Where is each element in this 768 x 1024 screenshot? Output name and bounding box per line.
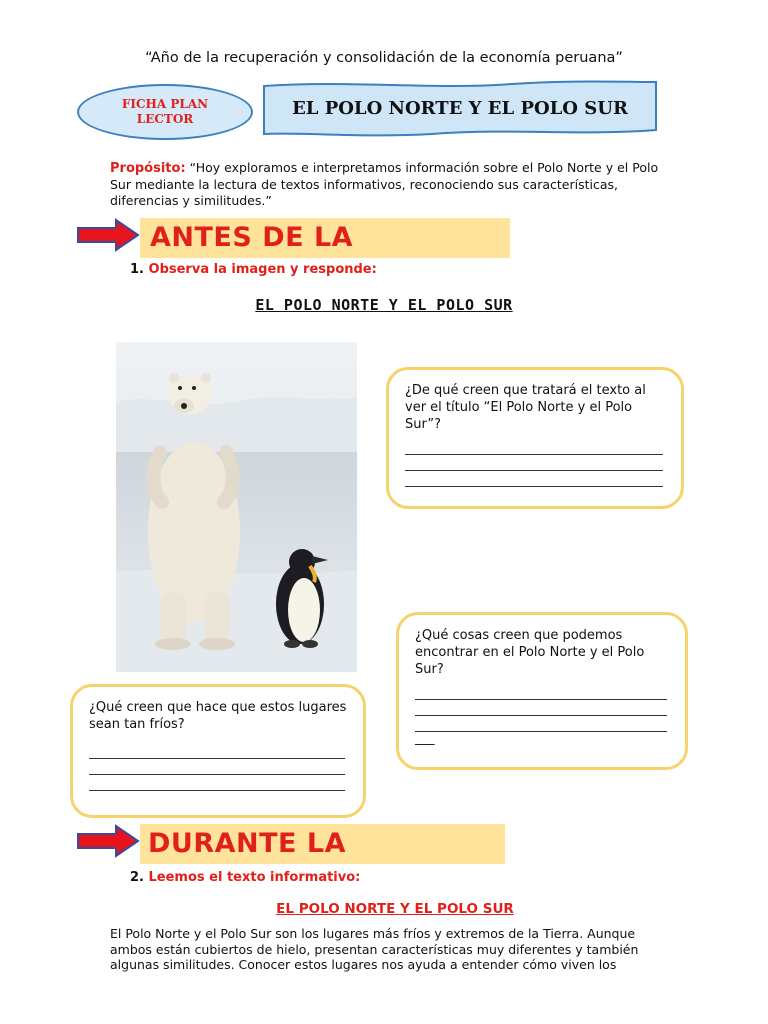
answer-line[interactable] (89, 759, 345, 775)
answer-line[interactable] (405, 471, 663, 487)
answer-line[interactable] (89, 775, 345, 791)
page-title: EL POLO NORTE Y EL POLO SUR (292, 97, 628, 119)
question-1-text: Observa la imagen y responde: (148, 262, 377, 277)
question-2-text: Leemos el texto informativo: (148, 870, 361, 885)
question-2-number: 2. (130, 870, 144, 885)
question-box-1 (386, 367, 684, 509)
section-title-during: DURANTE LA (148, 828, 346, 859)
question-2 (130, 870, 360, 885)
question-box-1-text: ¿De qué creen que tratará el texto al ver el título “El Polo Norte y el Polo Sur”? (405, 383, 646, 432)
answer-line-tail: ___ (415, 731, 435, 746)
section-title-before: ANTES DE LA (150, 222, 354, 253)
question-box-2-text: ¿Qué cosas creen que podemos encontrar en el Polo Norte y el Polo Sur? (415, 628, 645, 677)
image-title: EL POLO NORTE Y EL POLO SUR (255, 296, 513, 314)
question-box-2 (396, 612, 688, 770)
answer-line[interactable] (405, 439, 663, 455)
reading-paragraph: El Polo Norte y el Polo Sur son los lugares más fríos y extremos de la Tierra. Aunque ambos están cubiertos de hielo, presentan características muy diferentes y también algunas similitudes. Conocer estos lugares nos ayuda a entender cómo viven los (110, 926, 639, 972)
answer-line[interactable] (415, 700, 667, 716)
answer-line[interactable] (405, 455, 663, 471)
answer-line[interactable] (89, 743, 345, 759)
question-box-3-text: ¿Qué creen que hace que estos lugares sean tan fríos? (89, 700, 347, 732)
arrow-right-icon (76, 824, 140, 858)
ficha-plan-badge (77, 84, 253, 140)
arrow-right-icon (76, 218, 140, 252)
answer-line[interactable] (415, 716, 667, 732)
year-motto: “Año de la recuperación y consolidación de la economía peruana” (145, 50, 623, 66)
polar-bear-penguin-image (116, 342, 357, 672)
purpose-paragraph (110, 160, 670, 209)
purpose-label: Propósito: (110, 161, 186, 176)
ficha-line2: LECTOR (136, 112, 194, 126)
reading-title: EL POLO NORTE Y EL POLO SUR (276, 901, 514, 917)
question-1 (130, 262, 377, 277)
question-1-number: 1. (130, 262, 144, 277)
question-box-3 (70, 684, 366, 818)
purpose-text: “Hoy exploramos e interpretamos información sobre el Polo Norte y el Polo Sur mediante la lectura de textos informativos, reconociendo sus características, diferencias y similitudes.” (110, 160, 659, 208)
ficha-line1: FICHA PLAN (121, 97, 209, 111)
answer-line[interactable] (415, 684, 667, 700)
